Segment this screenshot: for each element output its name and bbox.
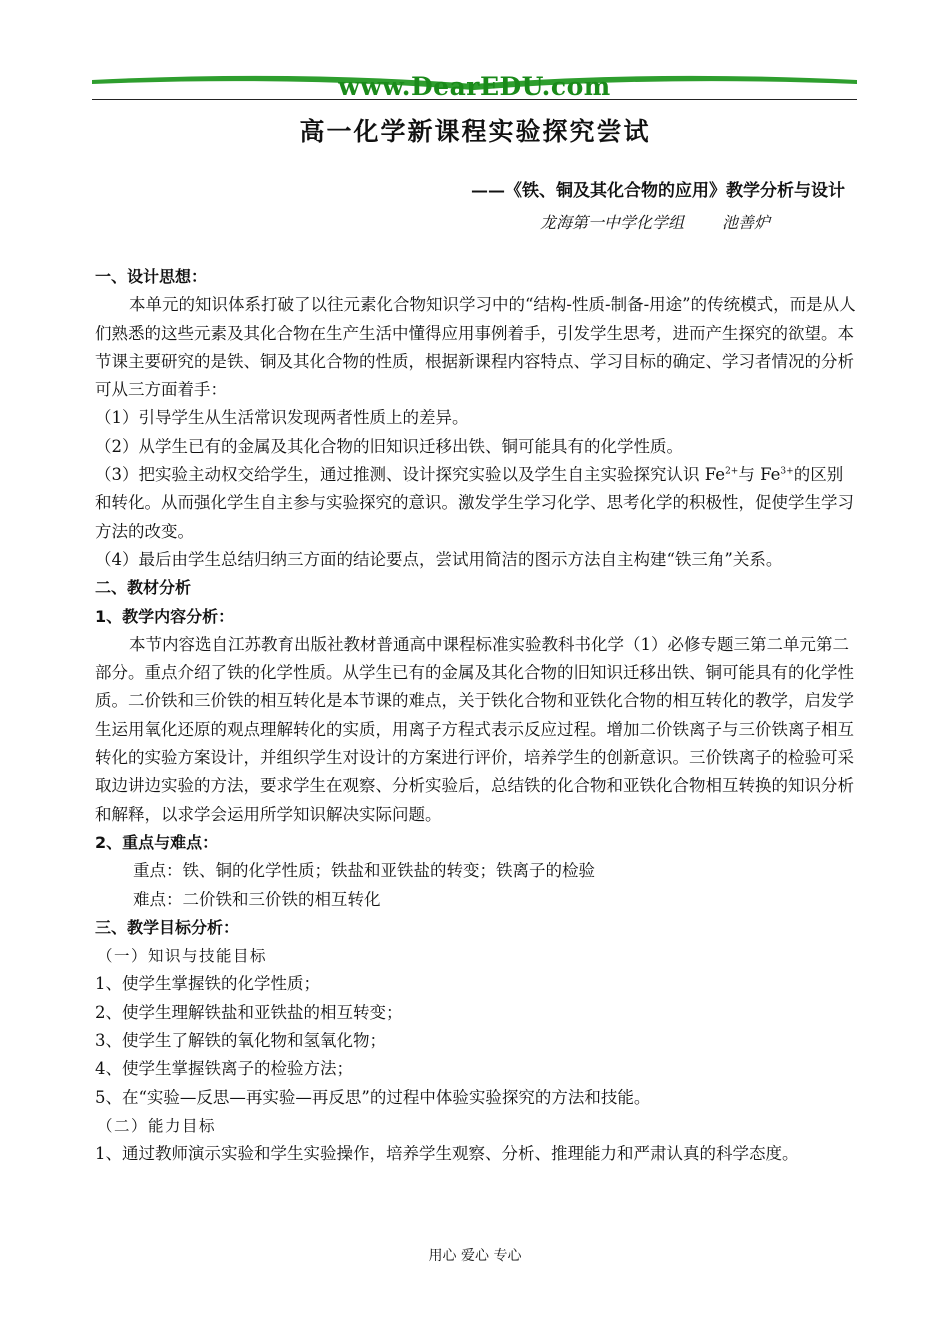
document-body [95,263,859,1169]
paragraph: 本单元的知识体系打破了以往元素化合物知识学习中的“结构-性质-制备-用途”的传统模式，而是从人们熟悉的这些元素及其化合物在生产生活中懂得应用事例着手，引发学生思考，进而产生探究的欲望。本节课主要研究的是铁、铜及其化合物的性质，根据新课程内容特点、学习目标的确定、学习者情况的分析可从三方面着手： [95,295,856,400]
section-heading: 一、设计思想： [95,267,208,286]
subsection-heading: 1、教学内容分析： [95,606,235,626]
list-item [95,461,859,546]
superscript: 3+ [780,466,794,477]
difficulty-point: 难点：二价铁和三价铁的相互转化 [133,889,381,909]
site-logo: www.DearEDU.com [338,72,611,101]
text-run: 的区别和转化。从而强化学生自主参与实验探究的意识。激发学生学习化学、思考化学的积极性，促使学生学习方法的改变。 [95,465,854,541]
header-rule [92,99,857,100]
section-heading: 二、教材分析 [95,578,192,598]
text-run: （3）把实验主动权交给学生，通过推测、设计探究实验以及学生自主实验探究认识 Fe [95,465,726,485]
list-item: 2、使学生理解铁盐和亚铁盐的相互转变； [95,1002,403,1022]
list-item: （1）引导学生从生活常识发现两者性质上的差异。 [95,408,469,428]
author-name: 池善炉 [722,213,771,232]
key-point: 重点：铁、铜的化学性质；铁盐和亚铁盐的转变；铁离子的检验 [133,861,595,881]
list-item: 1、使学生掌握铁的化学性质； [95,974,320,994]
list-item: 1、通过教师演示实验和学生实验操作，培养学生观察、分析、推理能力和严肃认真的科学态度。 [95,1144,799,1164]
superscript: 2+ [725,466,739,477]
list-item: （2）从学生已有的金属及其化合物的旧知识迁移出铁、铜可能具有的化学性质。 [95,436,683,456]
list-item: 4、使学生掌握铁离子的检验方法； [95,1059,353,1079]
author-line [540,210,770,233]
page-title: 高一化学新课程实验探究尝试 [299,117,651,146]
paragraph: 本节内容选自江苏教育出版社教材普通高中课程标准实验教科书化学（1）必修专题三第二单元第二部分。重点介绍了铁的化学性质。从学生已有的金属及其化合物的旧知识迁移出铁、铜可能具有的化学性质。二价铁和三价铁的相互转化是本节课的难点，关于铁化合物和亚铁化合物的相互转化的教学，启发学生运用氧化还原的观点理解转化的实质，用离子方程式表示反应过程。增加二价铁离子与三价铁离子相互转化的实验方案设计，并组织学生对设计的方案进行评价，培养学生的创新意识。三价铁离子的检验可采取边讲边实验的方法，要求学生在观察、分析实验后，总结铁的化合物和亚铁化合物相互转换的知识分析和解释，以求学会运用所学知识解决实际问题。 [95,634,854,824]
text-run: 与 Fe [738,465,781,485]
goal-heading: （一）知识与技能目标 [97,947,268,966]
goal-heading: （二）能力目标 [97,1116,217,1135]
list-item: （4）最后由学生总结归纳三方面的结论要点，尝试用简洁的图示方法自主构建“铁三角”关系。 [95,549,783,569]
header-banner [92,66,857,106]
list-item: 3、使学生了解铁的氧化物和氢氧化物； [95,1031,386,1051]
page-footer: 用心 爱心 专心 [428,1248,522,1264]
section-heading: 三、教学目标分析： [95,917,240,937]
subsection-heading: 2、重点与难点： [95,832,219,852]
page-subtitle: ——《铁、铜及其化合物的应用》教学分析与设计 [471,181,845,201]
list-item: 5、在“实验—反思—再实验—再反思”的过程中体验实验探究的方法和技能。 [95,1087,651,1107]
author-school: 龙海第一中学化学组 [540,213,685,232]
